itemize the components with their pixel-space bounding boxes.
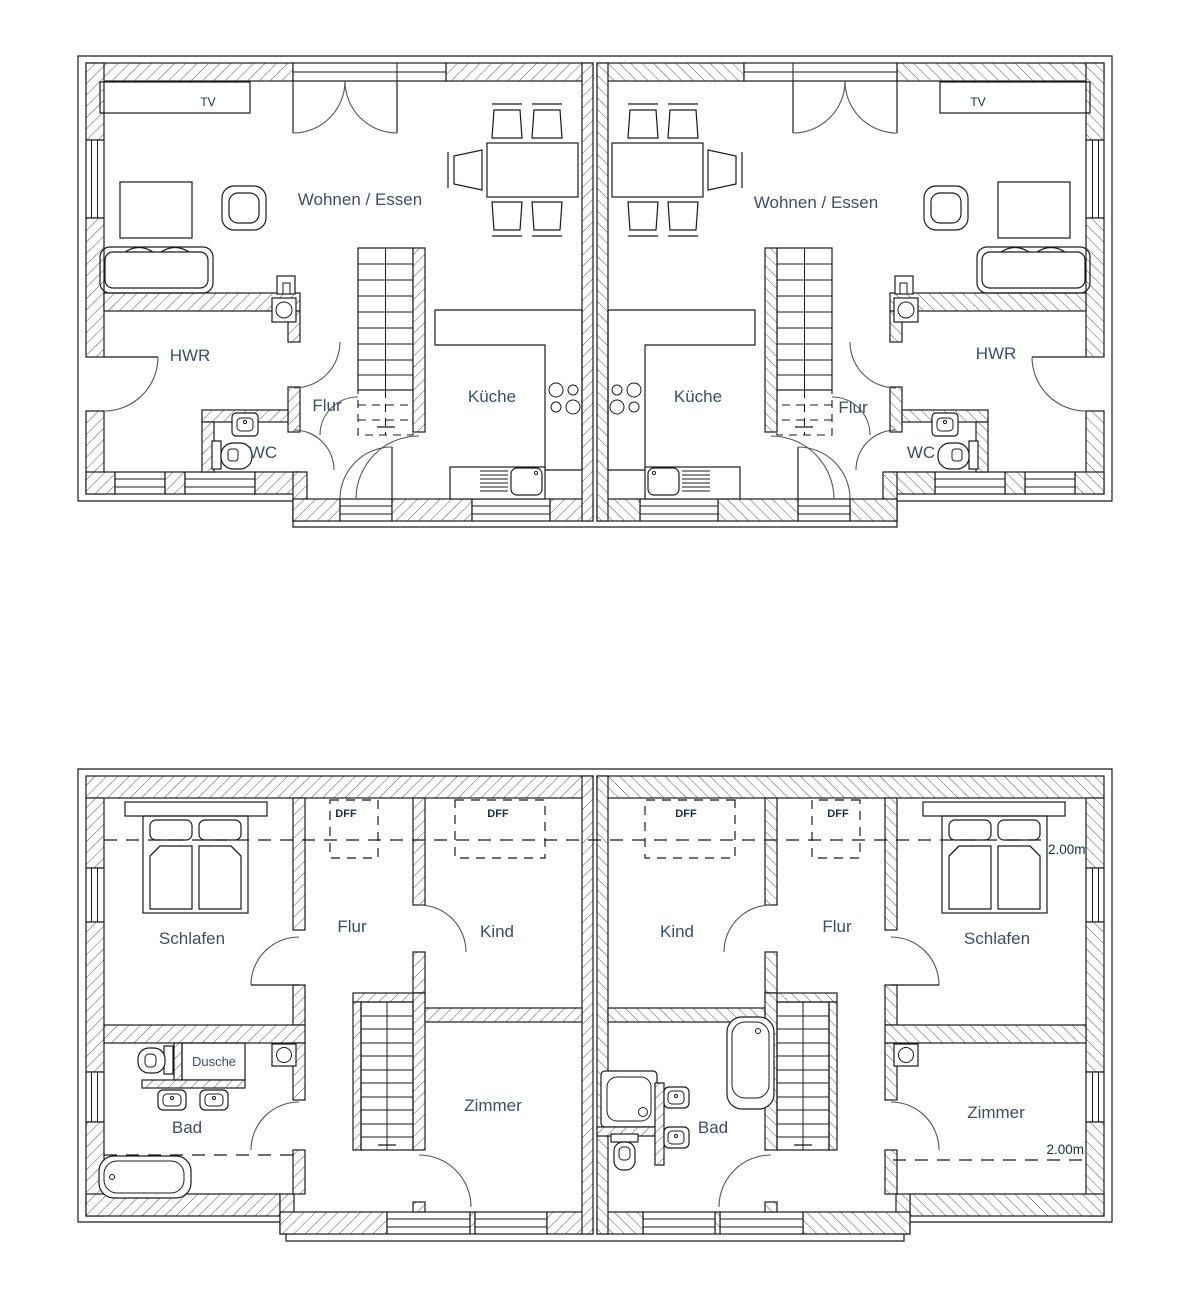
shower-tray-icon bbox=[601, 1071, 657, 1127]
label-bath-left: Bad bbox=[171, 1118, 203, 1137]
bath-right bbox=[597, 1017, 774, 1170]
label-child-right: Kind bbox=[659, 922, 695, 941]
label-bath-right: Bad bbox=[697, 1118, 729, 1137]
label-utility-right: HWR bbox=[975, 344, 1017, 363]
label-dff-hall-right: DFF bbox=[827, 808, 849, 820]
label-hall-left-og: Flur bbox=[337, 917, 367, 936]
sink-icon bbox=[664, 1087, 689, 1108]
label-wc-left: WC bbox=[248, 443, 278, 462]
bathtub-icon bbox=[99, 1156, 191, 1198]
label-utility-left: HWR bbox=[169, 346, 211, 365]
label-bedroom-right: Schlafen bbox=[963, 929, 1031, 948]
sink-icon bbox=[200, 1090, 228, 1110]
label-living-right: Wohnen / Essen bbox=[753, 193, 879, 212]
upper-floor-plan bbox=[78, 769, 1112, 1241]
label-shower: Dusche bbox=[191, 1054, 237, 1069]
label-dff-child-left: DFF bbox=[487, 808, 509, 820]
label-living-left: Wohnen / Essen bbox=[297, 190, 423, 209]
label-dff-hall-left: DFF bbox=[335, 808, 357, 820]
label-hall-right-og: Flur bbox=[822, 917, 852, 936]
bathtub-icon bbox=[727, 1017, 774, 1109]
label-hall-right-eg: Flur bbox=[838, 398, 868, 417]
label-tv-right: TV bbox=[970, 95, 986, 109]
label-kitchen-right: Küche bbox=[673, 387, 723, 406]
label-bedroom-left: Schlafen bbox=[158, 929, 226, 948]
label-child-left: Kind bbox=[479, 922, 515, 941]
label-tv-left: TV bbox=[200, 95, 216, 109]
label-headroom-top: 2.00m bbox=[1048, 842, 1086, 857]
sink-icon bbox=[158, 1090, 186, 1110]
label-hall-left-eg: Flur bbox=[312, 396, 342, 415]
toilet-icon bbox=[138, 1046, 173, 1074]
label-wc-right: WC bbox=[906, 443, 936, 462]
label-headroom-bottom: 2.00m bbox=[1046, 1142, 1084, 1157]
toilet-icon bbox=[611, 1134, 638, 1170]
label-kitchen-left: Küche bbox=[467, 387, 517, 406]
sink-icon bbox=[664, 1127, 689, 1148]
label-room-right: Zimmer bbox=[967, 1103, 1025, 1122]
ground-floor-plan bbox=[78, 56, 1112, 527]
label-room-left: Zimmer bbox=[464, 1096, 522, 1115]
label-dff-child-right: DFF bbox=[675, 808, 697, 820]
